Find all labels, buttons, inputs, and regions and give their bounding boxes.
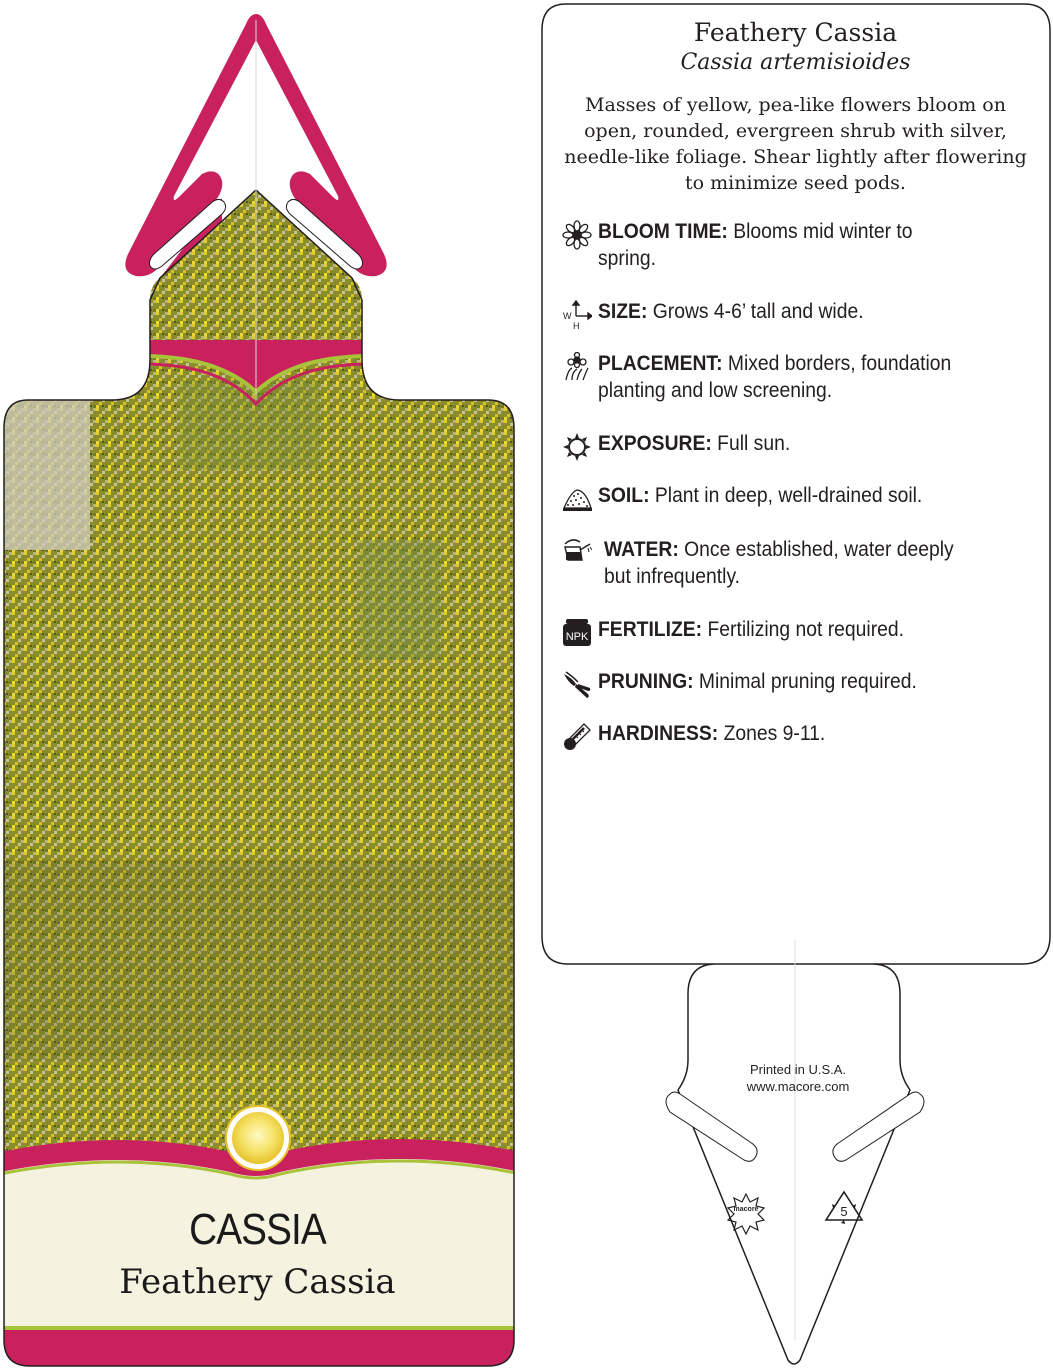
- svg-text:H: H: [573, 321, 580, 330]
- soil-icon: [562, 484, 592, 514]
- common-name: CASSIA: [189, 1205, 326, 1254]
- svg-text:NPK: NPK: [565, 631, 589, 643]
- website: www.macore.com: [746, 1079, 850, 1094]
- tag-front-shape: [0, 0, 520, 1369]
- macore-logo-text: macore: [733, 1206, 759, 1213]
- botanical-subtitle: Cassia artemisioides: [680, 50, 911, 75]
- recycle-number: 5: [840, 1204, 848, 1219]
- size-arrows-icon: [562, 300, 592, 330]
- thermometer-icon: [562, 722, 592, 752]
- plant-tag-front: [0, 0, 520, 1369]
- bottom-band: [0, 1330, 520, 1369]
- photo-wall: [0, 400, 90, 550]
- flower-icon: [562, 220, 592, 250]
- sun-icon: [562, 432, 592, 462]
- svg-text:W: W: [563, 311, 572, 321]
- watering-can-icon: [562, 538, 592, 568]
- npk-icon: [562, 618, 592, 648]
- plant-description: Masses of yellow, pea-like flowers bloom on open, rounded, evergreen shrub with silver, needle-like foliage. Shear lightly after flowering to minimize seed pods.: [564, 94, 1027, 194]
- placement-plants-icon: [562, 352, 592, 382]
- botanical-name: Feathery Cassia: [119, 1262, 396, 1302]
- printed-in: Printed in U.S.A.: [749, 1062, 847, 1077]
- pruning-shears-icon: [562, 670, 592, 700]
- plant-title: Feathery Cassia: [693, 18, 898, 47]
- plant-tag-back: Feathery Cassia Cassia artemisioides Masses of yellow, pea-like flowers bloom on open, rounded, evergreen shrub with silver, needle-like foliage. Shear lightly after flowering to minimize seed pods. BLOOM TIME: Blooms mid winter to spring. W H SIZE: Grows 4-6’ tall and wide. PLACEMENT: Mixed borders, foundation planting and low screening. EXPOSURE: Full sun. SOIL: Plant in deep, well-drained soil. WATER: Once established, water deeply but infrequently. NPK FERTILIZE: Fertilizing not required. PRUNING: Minimal pruning required. HARDINESS: Zones 9-11. Printed in U.S.A. www.macore.com macore 5: [538, 0, 1053, 1369]
- sun-exposure-icon: [226, 1106, 290, 1170]
